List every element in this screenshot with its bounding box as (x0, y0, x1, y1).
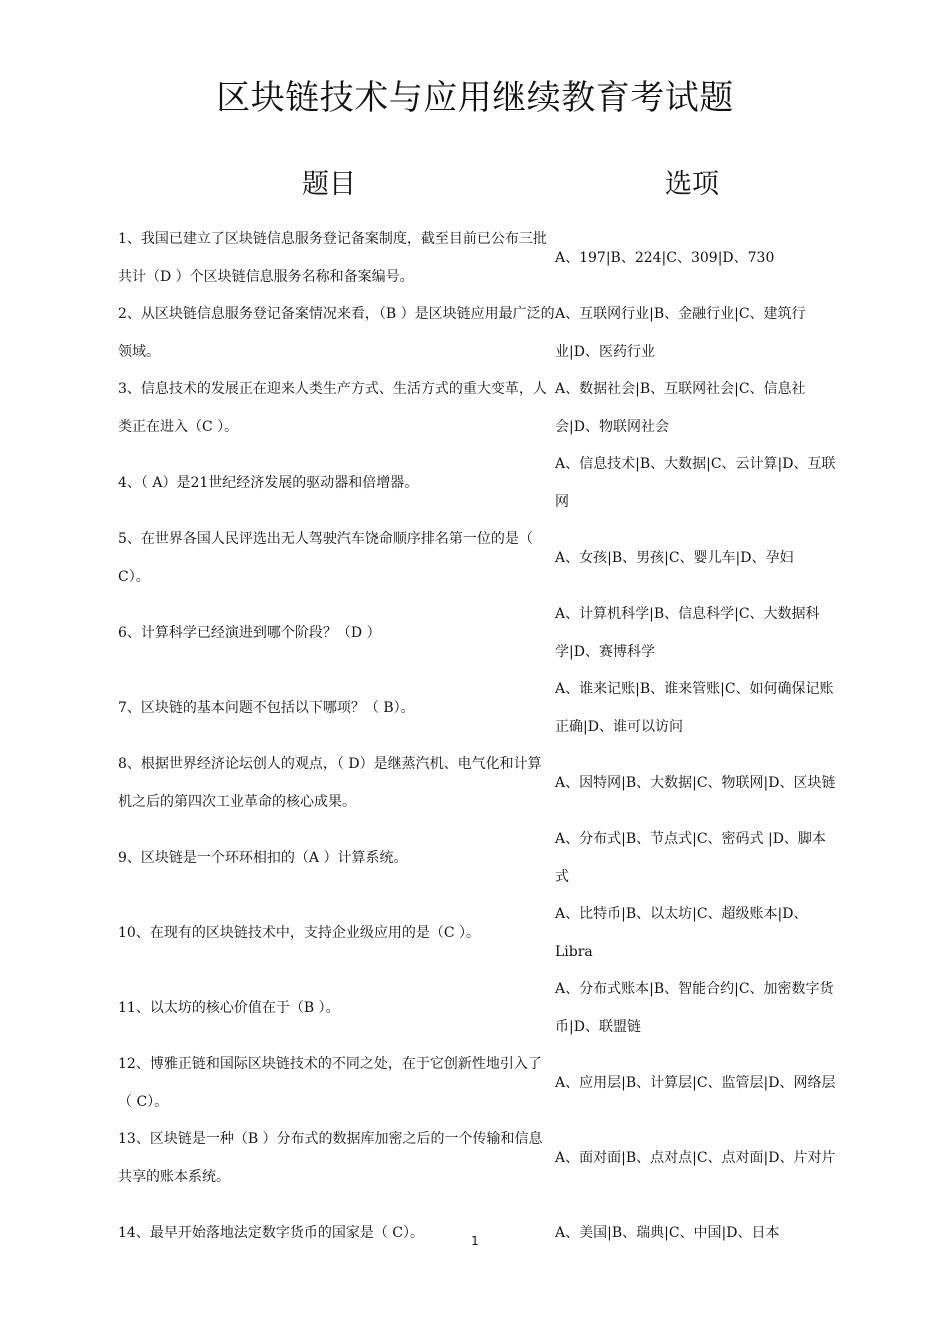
options-text: A、信息技术|B、大数据|C、云计算|D、互联网 (555, 456, 836, 510)
page-number: 1 (471, 1234, 479, 1248)
table-row (118, 221, 838, 296)
question-text: 8、根据世界经济论坛创人的观点，（ D）是继蒸汽机、电气化和计算机之后的第四次工业革命的核心成果。 (118, 756, 542, 810)
question-text: 11、以太坊的核心价值在于（B ）。 (118, 999, 340, 1016)
table-row (118, 521, 838, 596)
question-column-header: 题目 (302, 169, 356, 200)
question-text: 5、在世界各国人民评选出无人驾驶汽车饶命顺序排名第一位的是（ C）。 (118, 531, 533, 585)
table-row (118, 446, 838, 521)
options-text: A、197|B、224|C、309|D、730 (555, 249, 775, 266)
options-text: A、女孩|B、男孩|C、婴儿车|D、孕妇 (555, 549, 794, 566)
question-text: 9、区块链是一个环环相扣的（A ）计算系统。 (118, 849, 408, 866)
table-row (118, 746, 838, 821)
question-text: 3、信息技术的发展正在迎来人类生产方式、生活方式的重大变革，人类正在进入（C ）。 (118, 381, 547, 435)
options-text: A、分布式账本|B、智能合约|C、加密数字货币|D、联盟链 (555, 981, 834, 1035)
options-text: A、数据社会|B、互联网社会|C、信息社会|D、物联网社会 (555, 381, 806, 435)
options-text: A、分布式|B、节点式|C、密码式 |D、脚本式 (555, 831, 826, 885)
table-row (118, 1121, 838, 1196)
options-text: A、谁来记账|B、谁来管账|C、如何确保记账正确|D、谁可以访问 (555, 681, 834, 735)
table-row (118, 596, 838, 671)
options-text: A、美国|B、瑞典|C、中国|D、日本 (555, 1224, 780, 1241)
table-row (118, 896, 838, 971)
options-text: A、应用层|B、计算层|C、监管层|D、网络层 (555, 1074, 836, 1091)
question-text: 13、区块链是一种（B ）分布式的数据库加密之后的一个传输和信息共享的账本系统。 (118, 1131, 543, 1185)
question-text: 2、从区块链信息服务登记备案情况来看，（B ）是区块链应用最广泛的领域。 (118, 306, 555, 360)
table-row (118, 821, 838, 896)
options-text: A、互联网行业|B、金融行业|C、建筑行业|D、医药行业 (555, 306, 806, 360)
question-text: 1、我国已建立了区块链信息服务登记备案制度，截至目前已公布三批共计（D ）个区块链信息服务名称和备案编号。 (118, 231, 547, 285)
options-text: A、计算机科学|B、信息科学|C、大数据科学|D、赛博科学 (555, 606, 820, 660)
table-row (118, 371, 838, 446)
table-row (118, 1046, 838, 1121)
options-text: A、因特网|B、大数据|C、物联网|D、区块链 (555, 774, 836, 791)
table-row (118, 671, 838, 746)
question-text: 10、在现有的区块链技术中，支持企业级应用的是（C ）。 (118, 924, 480, 941)
question-text: 14、最早开始落地法定数字货币的国家是（ C）。 (118, 1224, 424, 1241)
table-row (118, 971, 838, 1046)
question-text: 12、博雅正链和国际区块链技术的不同之处，在于它创新性地引入了（ C）。 (118, 1056, 542, 1110)
options-text: A、比特币|B、以太坊|C、超级账本|D、Libra (555, 906, 808, 960)
options-text: A、面对面|B、点对点|C、点对面|D、片对片 (555, 1149, 836, 1166)
question-text: 4、（ A）是21世纪经济发展的驱动器和倍增器。 (118, 474, 419, 491)
page-title: 区块链技术与应用继续教育考试题 (216, 78, 734, 118)
question-text: 7、区块链的基本问题不包括以下哪项？（ B）。 (118, 699, 415, 716)
question-text: 6、计算科学已经演进到哪个阶段？（D ） (118, 624, 381, 641)
table-row (118, 296, 838, 371)
options-column-header: 选项 (665, 169, 719, 200)
question-table (118, 221, 838, 1271)
